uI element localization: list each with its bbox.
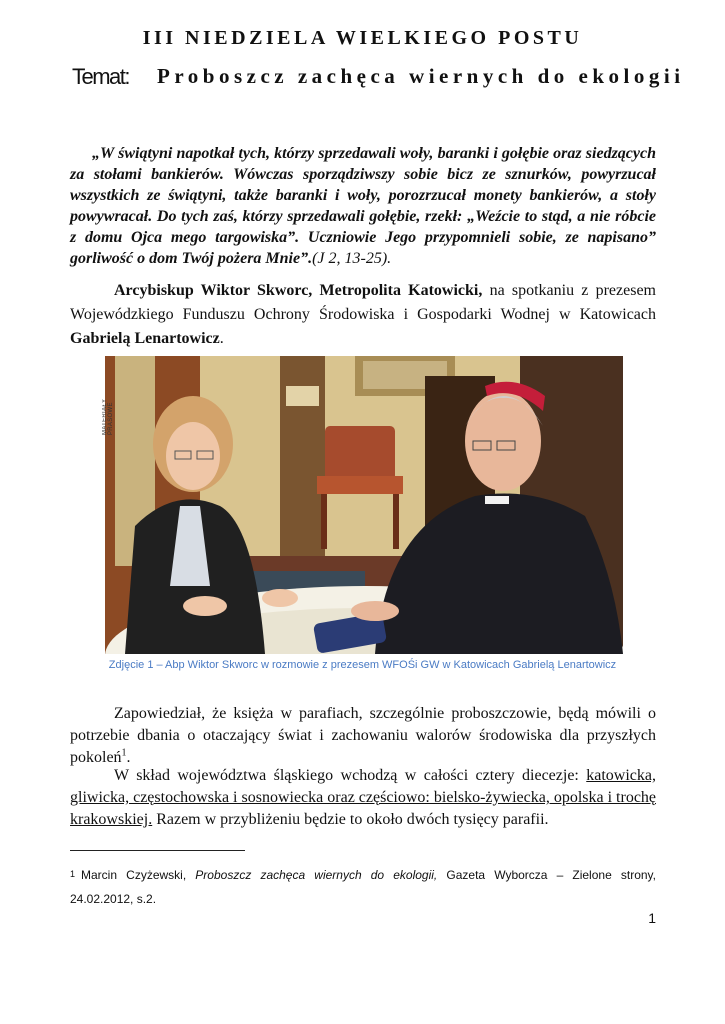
footnote-number: 1 bbox=[70, 869, 76, 879]
page-title: III NIEDZIELA WIELKIEGO POSTU bbox=[142, 27, 583, 49]
topic-text: Proboszcz zachęca wiernych do ekologii bbox=[157, 64, 685, 88]
archbishop-name: Arcybiskup Wiktor Skworc, Metropolita Katowicki, bbox=[114, 282, 483, 299]
page-number: 1 bbox=[648, 910, 656, 926]
intro-end: . bbox=[219, 330, 224, 347]
scripture-quote bbox=[70, 143, 656, 269]
footnote bbox=[70, 862, 656, 911]
photo-caption: Zdjęcie 1 – Abp Wiktor Skworc w rozmowie z prezesem WFOŚi GW w Katowicach Gabrielą Lenartowicz bbox=[108, 659, 617, 671]
photo-credit: MATERIAŁY PRASOWE bbox=[102, 398, 114, 435]
quote-reference: (J 2, 13-25). bbox=[312, 250, 392, 267]
footnote-author: Marcin Czyżewski, bbox=[81, 868, 196, 882]
footnote-divider bbox=[70, 850, 245, 851]
president-name: Gabrielą Lenartowicz bbox=[70, 330, 220, 347]
meeting-photo bbox=[105, 356, 623, 654]
dioceses-list: katowicka, gliwicka, częstochowska i sosnowiecka oraz częściowo: bielsko-żywiecka, opolska i trochę krakowskiej. bbox=[70, 767, 657, 828]
paragraph-dioceses bbox=[70, 765, 656, 831]
footnote-title: Proboszcz zachęca wiernych do ekologii, bbox=[195, 868, 438, 882]
paragraph-text: W skład województwa śląskiego wchodzą w całości cztery diecezje: bbox=[114, 767, 587, 784]
quote-text: „W świątyni napotkał tych, którzy sprzedawali woły, baranki i gołębie oraz siedzących za stołami bankierów. Wówczas sporządziwszy sobie bicz ze sznurków, powyrzucał wszystkich ze świątyni, także baranki i woły, porozrzucał monety bankierów, a stoły powywracał. Do tych zaś, którzy sprzedawali gołębie, rzekł: „Weźcie to stąd, a nie róbcie z domu Ojca mego targowiska”. Uczniowie Jego przypomnieli sobie, ze napisano” gorliwość o dom Twój pożera Mnie”. bbox=[70, 145, 656, 267]
footnote-source: Gazeta Wyborcza – Zielone strony, 24.02.2012, s.2. bbox=[70, 868, 656, 906]
paragraph-announcement bbox=[70, 703, 656, 769]
paragraph-end: Razem w przybliżeniu będzie to około dwóch tysięcy parafii. bbox=[152, 811, 549, 828]
intro-middle: na spotkaniu z prezesem Wojewódzkiego Funduszu Ochrony Środowiska i Gospodarki Wodnej w Katowicach bbox=[70, 282, 656, 323]
paragraph-text: Zapowiedział, że księża w parafiach, szczególnie proboszczowie, będą mówili o potrzebie dbania o otaczający świat i zachowaniu walorów środowiska dla przyszłych pokoleń bbox=[70, 705, 656, 766]
paragraph-end: . bbox=[126, 749, 131, 766]
footnote-ref[interactable]: 1 bbox=[121, 747, 127, 759]
topic-label: Temat: bbox=[72, 64, 130, 89]
intro-paragraph bbox=[70, 279, 656, 351]
